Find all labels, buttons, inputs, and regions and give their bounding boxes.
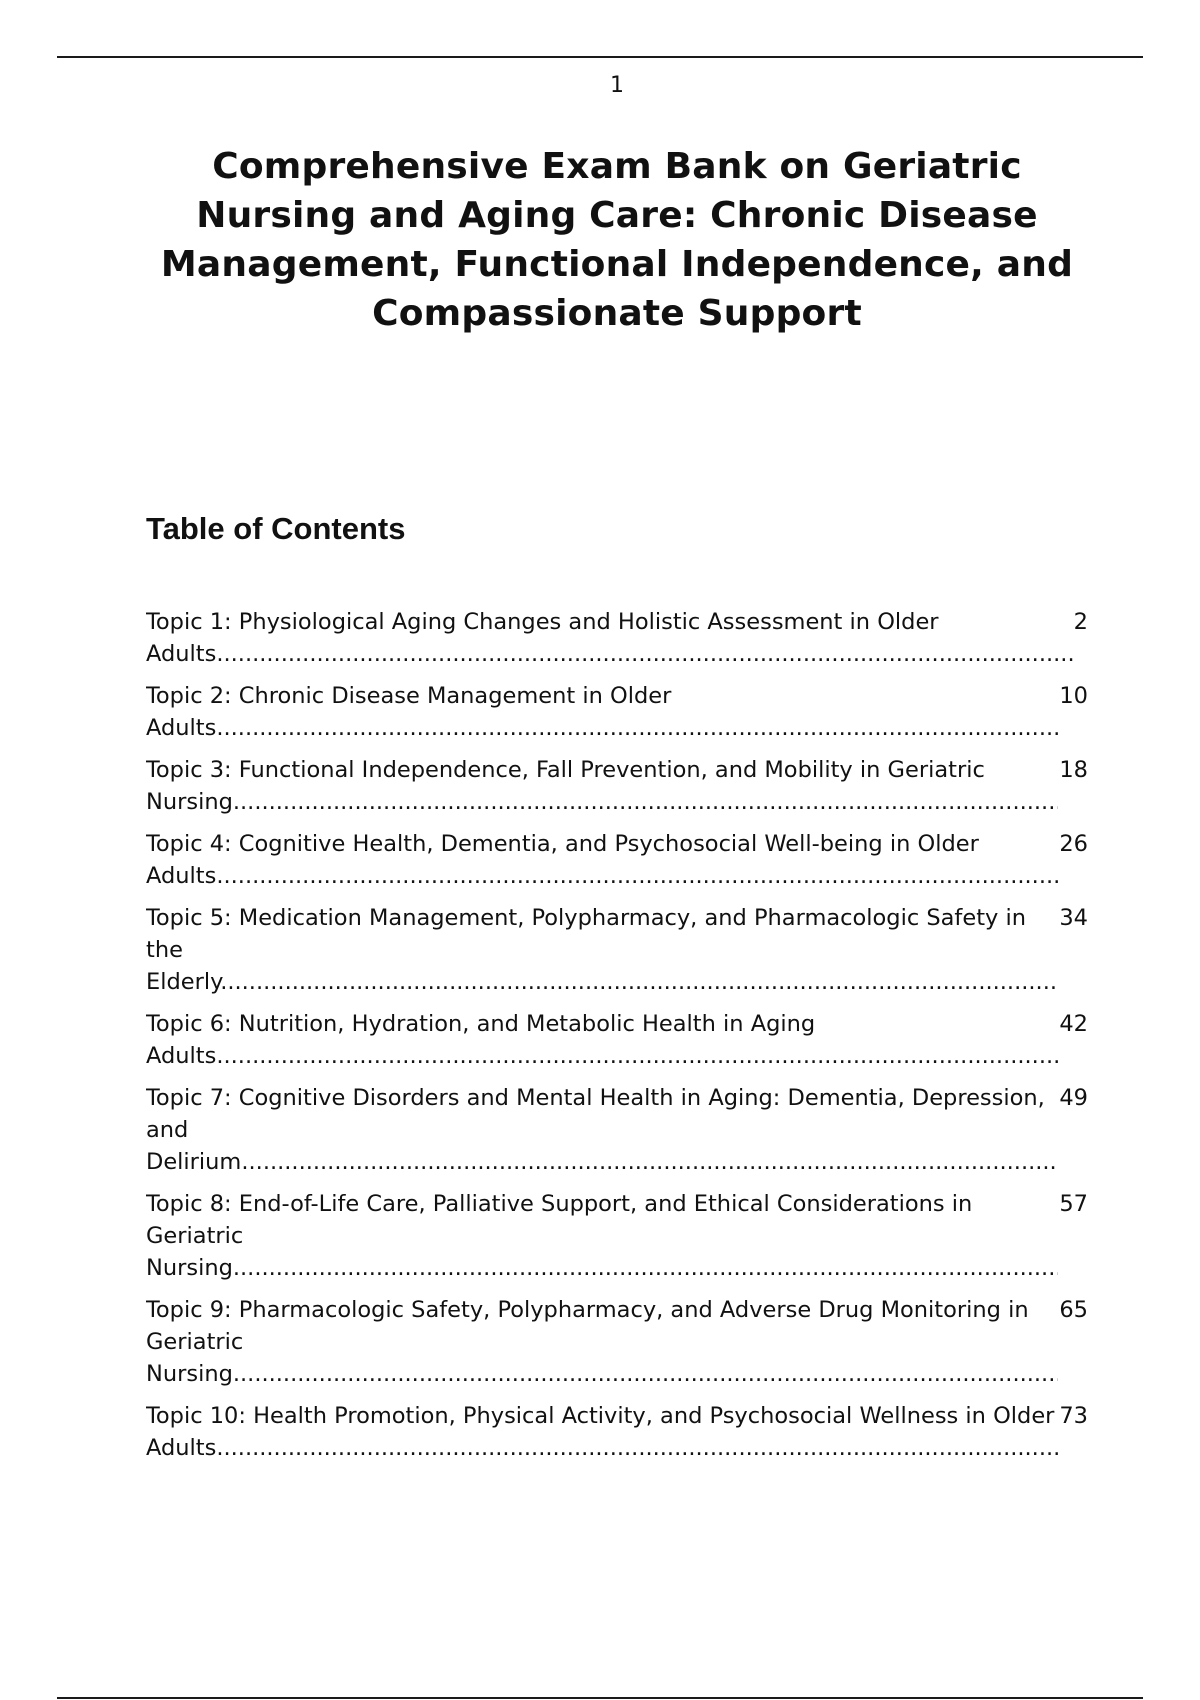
toc-entry-title: Topic 7: Cognitive Disorders and Mental Health in Aging: Dementia, Depression, and Delirium ..... — [146, 1082, 1058, 1178]
page-number: 1 — [610, 73, 624, 98]
toc-entry-title: Topic 3: Functional Independence, Fall Prevention, and Mobility in Geriatric Nursing ..... — [146, 754, 1058, 818]
toc-entry-title: Topic 6: Nutrition, Hydration, and Metabolic Health in Aging Adults ..... — [146, 1008, 1058, 1072]
toc-entry-title: Topic 8: End-of-Life Care, Palliative Support, and Ethical Considerations in Geriatric Nursing ..... — [146, 1188, 1058, 1284]
toc-entry-title: Topic 1: Physiological Aging Changes and Holistic Assessment in Older Adults ..... — [146, 606, 1073, 670]
toc-entry-title: Topic 4: Cognitive Health, Dementia, and Psychosocial Well-being in Older Adults ..... — [146, 828, 1058, 892]
toc-page-number: 49 — [1058, 1082, 1088, 1114]
toc-entry-title: Topic 2: Chronic Disease Management in Older Adults ..... — [146, 680, 1058, 744]
toc-page-number: 65 — [1058, 1294, 1088, 1326]
toc-entry-topic-8[interactable] — [146, 1188, 1088, 1284]
table-of-contents — [146, 606, 1088, 1474]
toc-entry-title: Topic 10: Health Promotion, Physical Activity, and Psychosocial Wellness in Older Adults ..... — [146, 1400, 1058, 1464]
toc-entry-topic-1[interactable] — [146, 606, 1088, 670]
toc-entry-topic-4[interactable] — [146, 828, 1088, 892]
toc-entry-topic-9[interactable] — [146, 1294, 1088, 1390]
toc-entry-topic-3[interactable] — [146, 754, 1088, 818]
toc-entry-topic-2[interactable] — [146, 680, 1088, 744]
document-title: Comprehensive Exam Bank on Geriatric Nursing and Aging Care: Chronic Disease Management, Functional Independence, and Compassionate Support — [160, 146, 1074, 334]
toc-heading: Table of Contents — [146, 511, 406, 546]
toc-entry-topic-10[interactable] — [146, 1400, 1088, 1464]
toc-page-number: 42 — [1058, 1008, 1088, 1040]
toc-entry-topic-7[interactable] — [146, 1082, 1088, 1178]
toc-entry-topic-6[interactable] — [146, 1008, 1088, 1072]
toc-page-number: 10 — [1058, 680, 1088, 712]
toc-entry-title: Topic 9: Pharmacologic Safety, Polypharmacy, and Adverse Drug Monitoring in Geriatric Nursing ..... — [146, 1294, 1058, 1390]
footer-rule — [57, 1697, 1143, 1699]
toc-page-number: 34 — [1058, 902, 1088, 934]
toc-entry-topic-5[interactable] — [146, 902, 1088, 998]
toc-page-number: 57 — [1058, 1188, 1088, 1220]
header-rule — [57, 56, 1143, 58]
toc-page-number: 2 — [1073, 606, 1088, 638]
toc-page-number: 18 — [1058, 754, 1088, 786]
toc-entry-title: Topic 5: Medication Management, Polypharmacy, and Pharmacologic Safety in the Elderly ..... — [146, 902, 1058, 998]
toc-page-number: 26 — [1058, 828, 1088, 860]
toc-page-number: 73 — [1058, 1400, 1088, 1432]
